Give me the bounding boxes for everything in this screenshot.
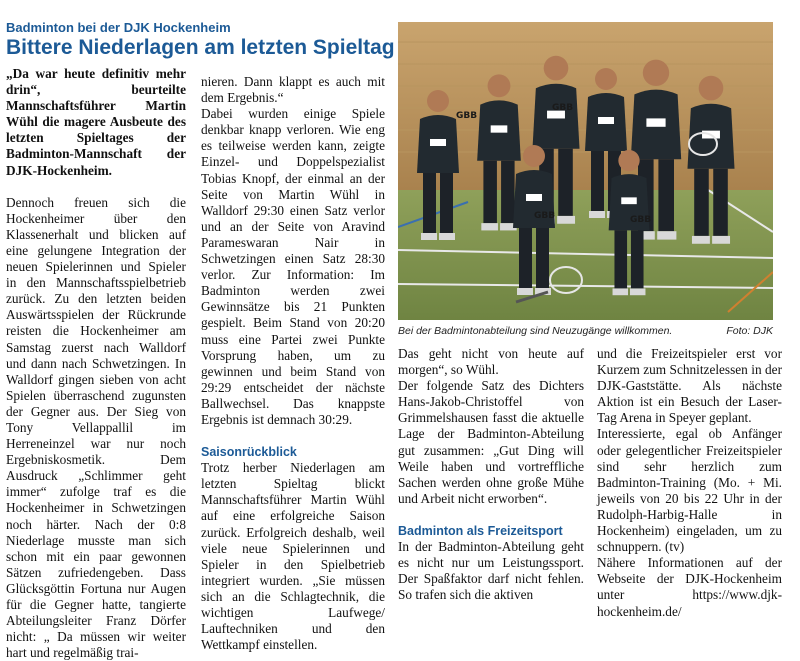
photo-credit: Foto: DJK bbox=[726, 325, 773, 337]
article-kicker: Badminton bei der DJK Hockenheim bbox=[6, 20, 231, 35]
body-paragraph: Dabei wurden einige Spiele denkbar knapp verloren. Wie eng es teilweise werden kann, zeigte Einzel- und Doppelspezialist Tobias Knopf, der einmal an der Seite von Martin Wühl in Walldorf 29:30 einen Satz verlor und an der Seite von Aravind Parameswaran Nair in Schwetzingen einen Satz 28:30 verlor. Zur Information: Im Badminton werden zwei Gewinnsätze bis 21 Punkten gespielt. Beim Stand von 20:20 muss eine Partei zwei Punkte Vorsprung haben, um zu gewinnen und beim Stand von 29:29 entscheidet der nächste Ballwechsel. Das knappste Ergebnis ist demnach 30:29. bbox=[201, 106, 385, 427]
body-paragraph: Interessierte, egal ob Anfänger oder gelegentlicher Freizeitspieler sind sehr herzlich zum Badminton-Training (Mo. + Mi. jeweils von 20 bis 22 Uhr in der Rudolph-Harbig-Halle in Hockenheim) eingeladen, um zu schnuppern. (tv) bbox=[597, 426, 782, 555]
subheading-freizeitsport: Badminton als Freizeitsport bbox=[398, 523, 563, 538]
body-paragraph: Trotz herber Niederlagen am letzten Spieltag blickt Mannschaftsführer Martin Wühl auf eine erfolgreiche Saison zurück. Erfolgreich deshalb, weil viele neue Spielerinnen und Spieler in den Spielbetrieb integriert wurden. „Sie müssen sich an die Schlagtechnik, die wichtigen Laufwege/ Lauftechniken und den Wettkampf einstellen. bbox=[201, 460, 385, 653]
text-column-3 bbox=[398, 346, 584, 603]
body-paragraph: Der folgende Satz des Dichters Hans-Jakob-Christoffel von Grimmelshausen fasst die aktuelle Lage der Badminton-Abteilung gut zusammen: „Gut Ding will Weile haben und vortreffliche Sachen werden ohne große Mühe und Arbeit nicht erworben“. bbox=[398, 378, 584, 506]
svg-text:GBB: GBB bbox=[456, 111, 478, 121]
text-column-1 bbox=[6, 66, 186, 661]
svg-text:GBB: GBB bbox=[534, 211, 556, 221]
text-column-4 bbox=[597, 346, 782, 620]
text-column-2 bbox=[201, 74, 385, 653]
body-paragraph: und die Freizeitspieler erst vor Kurzem zum Schnitzelessen in der DJK-Gaststätte. Als nächste Aktion ist ein Besuch der Laser-Tag Arena in Speyer geplant. bbox=[597, 346, 782, 426]
svg-text:GBB: GBB bbox=[630, 215, 652, 225]
lead-paragraph: „Da war heute definitiv mehr drin“, beurteilte Mannschaftsführer Martin Wühl die magere Ausbeute des letzten Spieltages der Badminton-Mannschaft der DJK-Hockenheim. bbox=[6, 66, 186, 178]
body-paragraph: In der Badminton-Abteilung geht es nicht nur um Leistungssport. Der Spaßfaktor darf nicht fehlen. So trafen sich die aktiven bbox=[398, 539, 584, 603]
body-paragraph: Das geht nicht von heute auf morgen“, so Wühl. bbox=[398, 346, 584, 378]
body-paragraph: Dennoch freuen sich die Hockenheimer über den Klassenerhalt und blicken auf eine gelungene Integration der neuen Spielerinnen und Spieler in den Mannschaftsspielbetrieb zurück. Zu den letzten beiden Auswärtsspielen der Rückrunde reisten die Hockenheimer am Samstag zuerst nach Walldorf und dann nach Schwetzingen. In Walldorf gingen sieben von acht Spielen überraschend zugunsten der Gegner aus. Der Sieg von Tony Vellappallil im Herreneinzel war nur noch Ergebniskosmetik. Dem Ausdruck „Schlimmer geht immer“ zufolge traf es die Hockenheimer in Schwetzingen noch härter. Nach der 0:8 Niederlage musste man sich schon mit ein paar gewonnen Sätzen zufriedengeben. Dass Glücksgöttin Fortuna nur Augen für die Gegner hatte, tangierte Abteilungsleiter Franz Dörfer nicht: „ Da müssen wir weiter hart und regelmäßig trai- bbox=[6, 194, 186, 661]
body-paragraph: Nähere Informationen auf der Webseite der DJK-Hockenheim unter https://www.djk-hockenheim.de/ bbox=[597, 555, 782, 619]
photo-caption bbox=[398, 325, 773, 337]
subheading-saisonrueckblick: Saisonrückblick bbox=[201, 445, 297, 460]
body-paragraph: nieren. Dann klappt es auch mit dem Ergebnis.“ bbox=[201, 74, 385, 106]
team-photo bbox=[398, 22, 773, 320]
svg-text:GBB: GBB bbox=[552, 103, 574, 113]
article-headline: Bittere Niederlagen am letzten Spieltag bbox=[6, 36, 395, 59]
caption-text: Bei der Badmintonabteilung sind Neuzugänge willkommen. bbox=[398, 325, 673, 337]
